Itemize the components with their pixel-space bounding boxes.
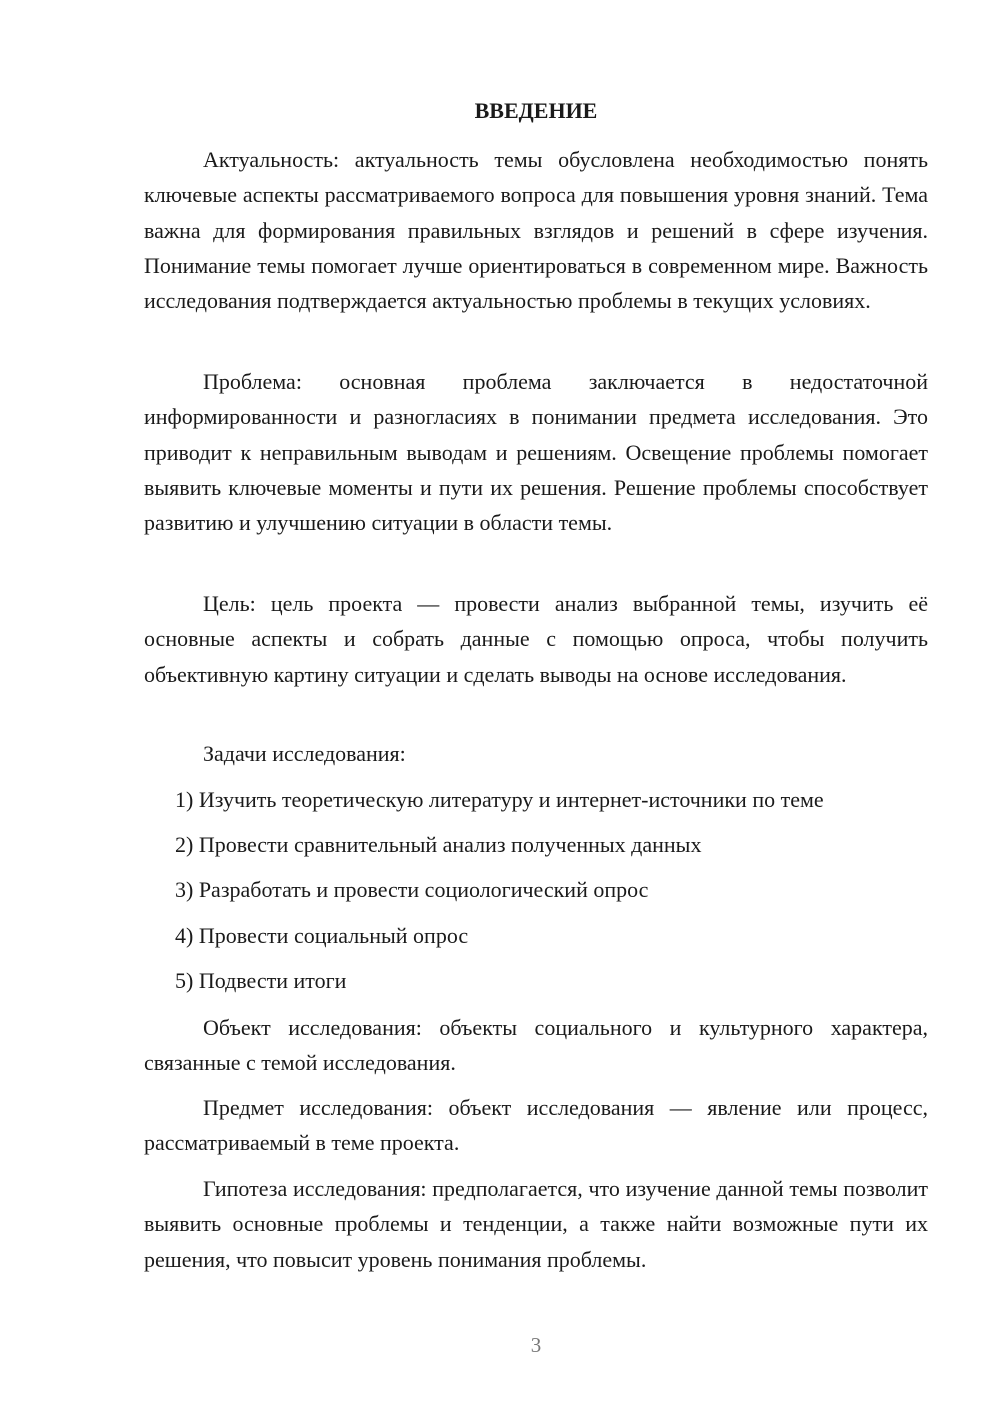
task-item: 4) Провести социальный опрос xyxy=(175,923,469,948)
page-title: ВВЕДЕНИЕ xyxy=(474,98,598,123)
task-item: 2) Провести сравнительный анализ полученных данных xyxy=(175,832,702,857)
task-item: 1) Изучить теоретическую литературу и интернет-источники по теме xyxy=(175,787,824,812)
hypothesis-paragraph: Гипотеза исследования: предполагается, что изучение данной темы позволит выявить основные проблемы и тенденции, а также найти возможные пути их решения, что повысит уровень понимания проблемы. xyxy=(144,1176,928,1272)
task-item: 5) Подвести итоги xyxy=(175,968,347,993)
relevance-paragraph: Актуальность: актуальность темы обусловлена необходимостью понять ключевые аспекты рассматриваемого вопроса для повышения уровня знаний. Тема важна для формирования правильных взглядов и решений в сфере изучения. Понимание темы помогает лучше ориентироваться в современном мире. Важность исследования подтверждается актуальностью проблемы в текущих условиях. xyxy=(144,147,928,314)
problem-paragraph: Проблема: основная проблема заключается в недостаточной информированности и разногласиях в понимании предмета исследования. Это приводит к неправильным выводам и решениям. Освещение проблемы помогает выявить ключевые моменты и пути их решения. Решение проблемы способствует развитию и улучшению ситуации в области темы. xyxy=(144,369,928,536)
page-number: 3 xyxy=(530,1333,542,1357)
object-paragraph: Объект исследования: объекты социального и культурного характера, связанные с темой исследования. xyxy=(144,1015,928,1076)
tasks-heading: Задачи исследования: xyxy=(203,741,406,766)
goal-paragraph: Цель: цель проекта — провести анализ выбранной темы, изучить её основные аспекты и собрать данные с помощью опроса, чтобы получить объективную картину ситуации и сделать выводы на основе исследования. xyxy=(144,591,928,687)
subject-paragraph: Предмет исследования: объект исследования — явление или процесс, рассматриваемый в теме проекта. xyxy=(144,1095,928,1156)
task-item: 3) Разработать и провести социологический опрос xyxy=(175,877,649,902)
